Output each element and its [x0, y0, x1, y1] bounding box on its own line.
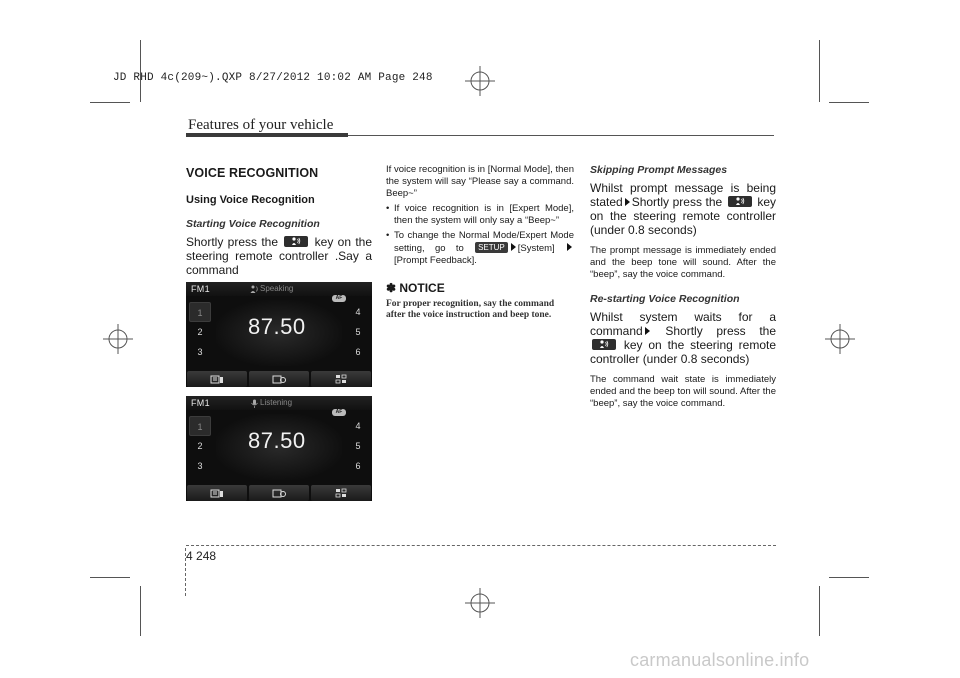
restart-result: The command wait state is immediately ended and the beep ton will sound. After the “beep”, say the voice command. — [590, 374, 776, 409]
arrow-right-icon — [625, 198, 630, 206]
radio-scan-button[interactable] — [249, 485, 309, 501]
minor-title: Starting Voice Recognition — [186, 218, 320, 230]
radio-scan-icon — [272, 374, 286, 384]
registration-mark-top-icon — [465, 66, 495, 96]
status-label: Listening — [260, 398, 293, 407]
preset-button[interactable]: 6 — [355, 347, 361, 357]
skip-prompt-instruction: Whilst prompt message is being stated Shortly press the key on the steering remote controller (under 0.8 seconds) — [590, 181, 776, 237]
print-slug: JD RHD 4c(209~).QXP 8/27/2012 10:02 AM Page 248 — [113, 72, 433, 84]
page-number-value: 248 — [196, 549, 217, 563]
grid-icon — [335, 488, 347, 498]
band-label: FM1 — [191, 284, 210, 294]
notice-title: ✽ NOTICE — [386, 281, 445, 295]
screen-bottom-bar — [186, 371, 372, 387]
band-label: FM1 — [191, 398, 210, 408]
column-left — [186, 166, 372, 277]
setup-key: SETUP — [475, 242, 508, 253]
header-rule — [348, 135, 774, 136]
screen-bottom-bar — [186, 485, 372, 501]
preset-button[interactable]: 3 — [197, 347, 203, 357]
radio-list-button[interactable] — [187, 485, 247, 501]
preset-button[interactable]: 6 — [355, 461, 361, 471]
preset-button[interactable]: 2 — [197, 327, 203, 337]
radio-list-button[interactable] — [187, 371, 247, 387]
preset-button[interactable]: 3 — [197, 461, 203, 471]
page-number — [186, 549, 216, 563]
chapter-number: 4 — [186, 549, 193, 563]
grid-icon — [335, 374, 347, 384]
frequency-display: 87.50 — [248, 314, 306, 339]
preset-list-right — [347, 302, 369, 364]
radio-list-icon — [210, 488, 224, 498]
registration-mark-left-icon — [103, 324, 133, 354]
registration-mark-bottom-icon — [465, 588, 495, 618]
bullet-expert-mode: • If voice recognition is in [Expert Mode], then the system will only say a “Beep~” — [386, 203, 574, 227]
registration-mark-right-icon — [825, 324, 855, 354]
radio-list-icon — [210, 374, 224, 384]
af-badge[interactable]: AF — [332, 295, 346, 302]
skip-prompt-result: The prompt message is immediately ended and the beep tone will sound. After the “beep”, say the voice command. — [590, 245, 776, 280]
header-bar — [186, 133, 348, 137]
skip-prompt-title: Skipping Prompt Messages — [590, 164, 728, 176]
status-label: Speaking — [260, 284, 294, 293]
start-instruction: Shortly press the key on the steering remote controller .Say a command — [186, 235, 373, 277]
preset-list-left — [189, 302, 211, 364]
preset-button[interactable]: 1 — [189, 416, 211, 436]
preset-button[interactable]: 1 — [189, 302, 211, 322]
af-badge[interactable]: AF — [332, 409, 346, 416]
frequency-display: 87.50 — [248, 428, 306, 453]
arrow-right-icon — [567, 243, 572, 251]
watermark: carmanualsonline.info — [630, 650, 810, 670]
preset-button[interactable]: 5 — [355, 327, 361, 337]
column-middle — [386, 164, 574, 321]
restart-instruction: Whilst system waits for a command Shortly press the key on the steering remote controller (under 0.8 seconds) — [590, 310, 776, 366]
arrow-right-icon — [645, 327, 650, 335]
voice-key-icon — [728, 196, 752, 207]
preset-button[interactable]: 4 — [355, 421, 361, 431]
mode-paragraph: If voice recognition is in [Normal Mode], then the system will say “Please say a command. Beep~” — [386, 164, 574, 199]
section-title: VOICE RECOGNITION — [186, 166, 319, 180]
speaker-person-icon — [250, 285, 259, 293]
column-right — [590, 164, 776, 410]
voice-key-icon — [284, 236, 308, 247]
sub-title: Using Voice Recognition — [186, 194, 315, 206]
preset-button[interactable]: 2 — [197, 441, 203, 451]
preset-button[interactable]: 4 — [355, 307, 361, 317]
voice-key-icon — [592, 339, 616, 350]
restart-title: Re-starting Voice Recognition — [590, 293, 740, 305]
radio-screen-speaking — [186, 282, 372, 387]
arrow-right-icon — [511, 243, 516, 251]
notice-body: For proper recognition, say the command after the voice instruction and beep tone. — [386, 299, 555, 320]
bullet-change-mode: • To change the Normal Mode/Expert Mode setting, go to SETUP [System] [Prompt Feedback]. — [386, 230, 574, 267]
preset-list-right — [347, 416, 369, 478]
preset-list-left — [189, 416, 211, 478]
radio-scan-button[interactable] — [249, 371, 309, 387]
preset-button[interactable]: 5 — [355, 441, 361, 451]
footer-rule — [186, 545, 776, 546]
page-header-title: Features of your vehicle — [188, 117, 334, 133]
radio-scan-icon — [272, 488, 286, 498]
microphone-icon — [250, 399, 259, 408]
radio-screen-listening — [186, 396, 372, 501]
radio-menu-button[interactable] — [311, 485, 371, 501]
radio-menu-button[interactable] — [311, 371, 371, 387]
